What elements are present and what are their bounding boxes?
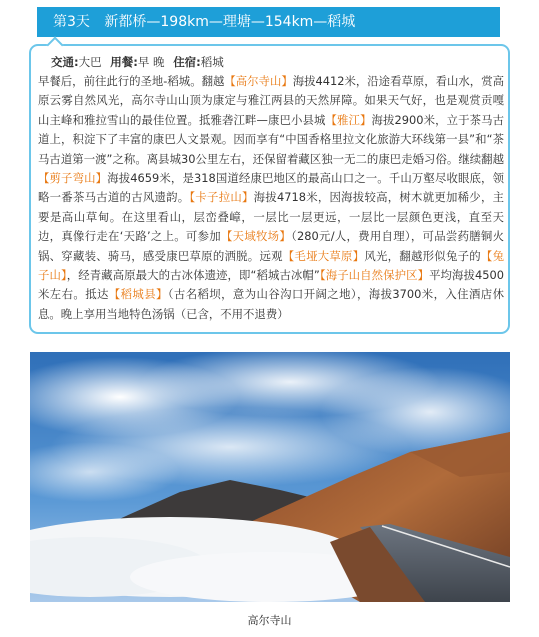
photo-caption: 高尔寺山 [247,614,292,627]
place-name-highlight: 【稻城县】 [108,287,168,302]
description-text: 风光，翻越形似兔子的 [364,248,481,263]
day-number: 第3天 [53,14,90,30]
description-text: （古名稻坝，意为山谷沟口开阔之地），海拔3700米，入住酒店休息。晚上享用当地特色汤锅（已含，不用不退费） [38,287,504,321]
place-name-highlight: 【剪子弯山】 [38,171,108,186]
transport-value: 大巴 [78,55,102,69]
meals-label: 用餐: [110,55,138,69]
place-name-highlight: 【兔子山】 [38,248,504,283]
itinerary-description [38,72,504,324]
transport-label: 交通: [51,55,79,69]
mountain-cloud-image [30,352,510,602]
day-route: 新都桥—198km—理塘—154km—稻城 [104,14,356,30]
place-name-highlight: 【高尔寺山】 [224,74,293,88]
description-text: 海拔4718米，因海拔较高，树木就更加稀少，主要是高山草甸。在这里看山，层峦叠嶂，一层比一层更远，一层比一层颜色更浅，直至天边，真像行走在‘天路’之上。可参加 [38,190,504,244]
place-name-highlight: 【雅江】 [325,112,372,127]
stay-value: 稻城 [200,55,224,69]
place-name-highlight: 【天域牧场】 [220,229,292,244]
description-text: 早餐后，前往此行的圣地-稻城。翻越 [38,74,225,88]
scenery-photo [30,352,510,602]
place-name-highlight: 【卡子拉山】 [189,190,254,205]
description-text: ，经青藏高原最大的古冰体遗迹，即“稻城古冰帽” [66,268,320,283]
day-header [37,7,500,37]
meals-value: 早 晚 [137,55,165,69]
description-text: 海拔4412米，沿途看草原，看山水，赏高原云雾自然风光，高尔寺山山顶为康定与雅江两县的天然屏障。如果天气好，也是观赏贡嘎山主峰和雅拉雪山的最佳位置。抵雅砻江畔—康巴小县城 [38,74,504,127]
itinerary-meta [51,54,224,70]
description-text: 海拔4659米，是318国道经康巴地区的最高山口之一。千山万壑尽收眼底，领略一番茶马古道的古风遗韵。 [38,171,504,205]
itinerary-card [29,44,510,334]
description-text: 平均海拔4500米左右。抵达 [38,268,504,302]
place-name-highlight: 【毛垭大草原】 [282,248,365,263]
description-text: （280元/人，费用自理），可品尝药膳铜火锅、穿藏装、骑马，感受康巴草原的洒脱。远观 [38,229,504,263]
place-name-highlight: 【海子山自然保护区】 [319,268,430,283]
description-text: 海拔2900米，立于茶马古道上，积淀下了丰富的康巴人文景观。因而享有“中国香格里拉文化旅游大环线第一县”和“茶马古道第一渡”之称。离县城30公里左右，还保留着藏区独一无二的康巴走婚习俗。继续翻越 [38,112,504,166]
stay-label: 住宿: [173,55,201,69]
